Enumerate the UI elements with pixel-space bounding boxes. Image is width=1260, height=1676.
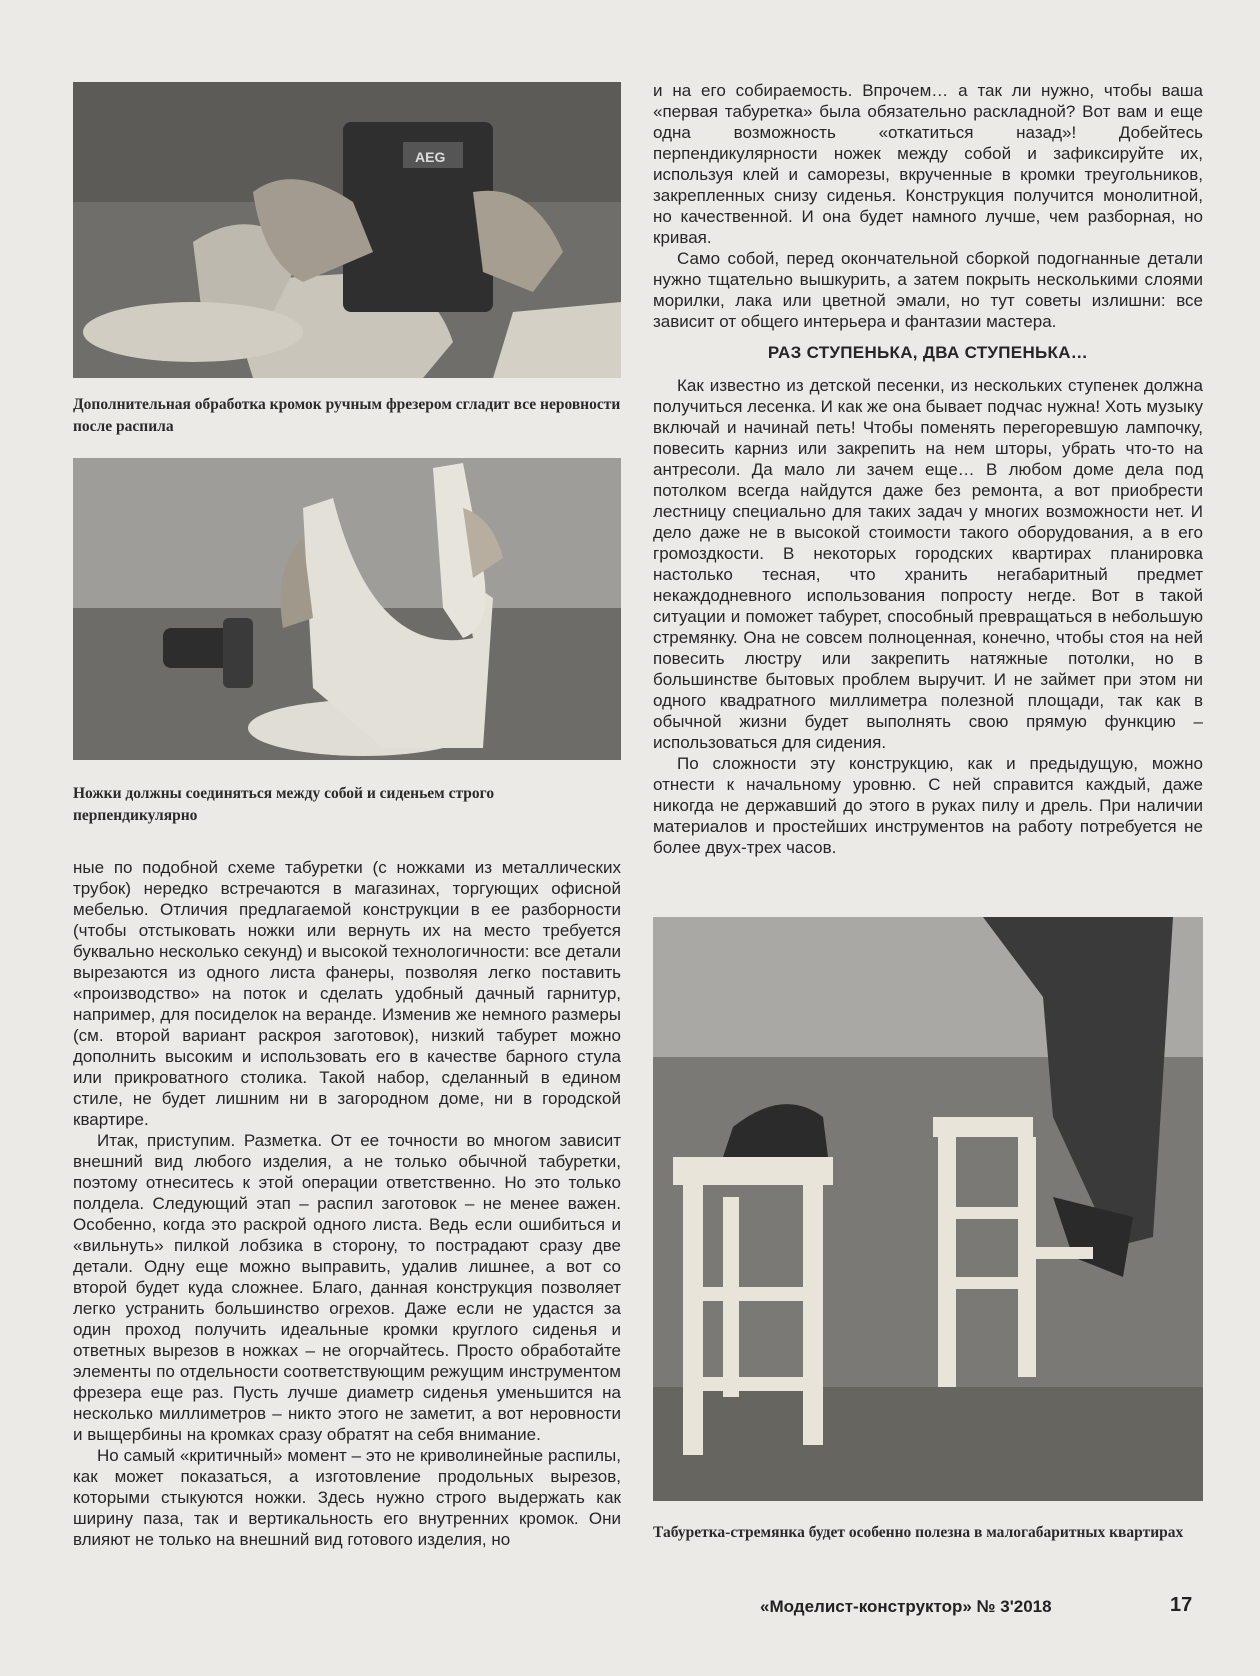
- paragraph: Само собой, перед окончательной сборкой подогнанные детали нужно тщательно вышкурить, а затем покрыть несколькими слоями морилки, лака или цветной эмали, но тут советы излишни: все зависит от общего интерьера и фантазии мастера.: [653, 249, 1203, 331]
- router-brand: AEG: [415, 149, 446, 165]
- magazine-title: «Моделист-конструктор» № 3'2018: [760, 1597, 1052, 1616]
- section-heading: РАЗ СТУПЕНЬКА, ДВА СТУПЕНЬКА…: [767, 343, 1089, 362]
- paragraph: Итак, приступим. Разметка. От ее точности во многом зависит внешний вид любого изделия, а не только обычной табуретки, поэтому отнеситесь к этой операции ответственно. Но это только полдела. Следующий этап – распил заготовок – не менее важен. Особенно, когда это раскрой одного листа. Ведь если ошибиться и «вильнуть» пилкой лобзика в сторону, то пострадают сразу две детали. Одну еще можно выправить, удалив лишнее, а вот со второй будет куда сложнее. Благо, данная конструкция позволяет легко устранить большинство огрехов. Даже если не удастся за один проход получить идеальные кромки круглого сиденья и ответных вырезов в ножках – не огорчайтесь. Просто обработайте элементы по отдельности соответствующим режущим инструментом фрезера еще раз. Пусть лучше диаметр сиденья уменьшится на несколько миллиметров – никто этого не заметит, а вот неровности и выщербины на кромках сразу обратят на себя внимание.: [73, 1131, 621, 1444]
- paragraph: и на его собираемость. Впрочем… а так ли нужно, чтобы ваша «первая табуретка» была обязательно раскладной? Вот вам и еще одна возможность «откатиться назад»! Добейтесь перпендикулярности ножек между собой и зафиксируйте их, используя клей и саморезы, вкрученные в кромки треугольников, закрепленных снизу сиденья. Конструкция получится монолитной, но качественной. И она будет намного лучше, чем разборная, но кривая.: [653, 81, 1203, 247]
- right-column-text: [653, 80, 1203, 858]
- figure-caption-2: Ножки должны соединяться между собой и сиденьем строго перпендикулярно: [73, 785, 495, 824]
- left-column-text: [73, 857, 621, 1550]
- figure-caption-3: Табуретка-стремянка будет особенно полезна в малогабаритных квартирах: [653, 1524, 1184, 1541]
- figure-caption-1: Дополнительная обработка кромок ручным фрезером сгладит все неровности после распила: [73, 396, 621, 435]
- photo-router: [73, 82, 621, 378]
- paragraph: По сложности эту конструкцию, как и предыдущую, можно отнести к начальному уровню. С ней справится каждый, даже никогда не державший до этого в руках пилу и дрель. При наличии материалов и простейших инструментов на работу потребуется не более двух-трех часов.: [653, 754, 1203, 857]
- photo-step-stool: [653, 917, 1203, 1501]
- photo-legs: [73, 458, 621, 760]
- paragraph: ные по подобной схеме табуретки (с ножками из металлических трубок) нередко встречаются в магазинах, торгующих офисной мебелью. Отличия предлагаемой конструкции в ее разборности (чтобы отстыковать ножки или вернуть их на место требуется буквально несколько секунд) и высокой технологичности: все детали вырезаются из одного листа фанеры, позволяя легко поставить «производство» на поток и сделать удобный дачный гарнитур, например, для посиделок на веранде. Изменив же немного размеры (см. второй вариант раскроя заготовок), низкий табурет можно дополнить высоким и использовать его в качестве барного стула или прикроватного столика. Такой набор, сделанный в едином стиле, не будет лишним ни в загородном доме, ни в городской квартире.: [73, 858, 621, 1129]
- paragraph: Но самый «критичный» момент – это не криволинейные распилы, как может показаться, а изготовление продольных вырезов, которыми стыкуются ножки. Здесь нужно строго выдержать как ширину паза, так и вертикальность его внутренних кромок. Они влияют не только на внешний вид готового изделия, но: [73, 1446, 621, 1549]
- paragraph: Как известно из детской песенки, из нескольких ступенек должна получиться лесенка. И как же она бывает подчас нужна! Хоть музыку включай и начинай петь! Чтобы поменять перегоревшую лампочку, повесить карниз или закрепить на нем шторы, убрать что-то на антресоли. Да мало ли зачем еще… В любом доме дела под потолком всегда найдутся даже без ремонта, а вот приобрести лестницу специально для таких задач у многих возможности нет. И дело даже не в высокой стоимости такого оборудования, а в его громоздкости. В некоторых городских квартирах планировка настолько тесная, что хранить негабаритный предмет некаждодневного использования попросту негде. Вот в такой ситуации и поможет табурет, способный превращаться в небольшую стремянку. Она не совсем полноценная, конечно, чтобы стоя на ней повесить люстру или закрепить натяжные потолки, но в большинстве бытовых проблем выручит. И не займет при этом ни одного квадратного миллиметра полезной площади, так как в обычной жизни будет выполнять свою прямую функцию – использоваться для сидения.: [653, 376, 1203, 752]
- page-number: 17: [1170, 1594, 1193, 1616]
